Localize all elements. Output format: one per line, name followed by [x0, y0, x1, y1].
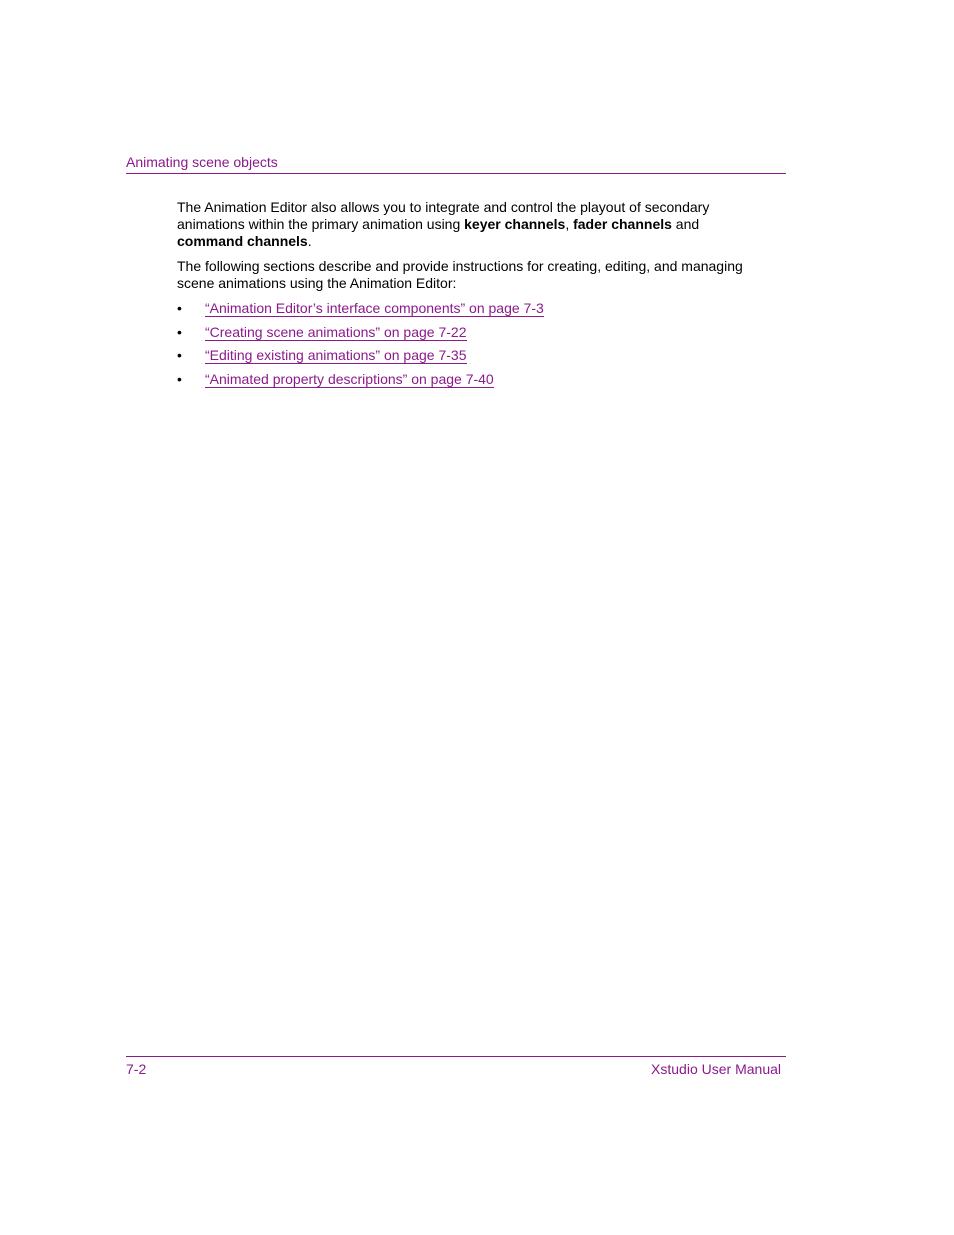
- list-item: [177, 371, 747, 388]
- header-title: Animating scene objects: [126, 154, 278, 170]
- sections-paragraph: The following sections describe and provide instructions for creating, editing, and managing scene animations using the Animation Editor:: [177, 258, 743, 291]
- link-creating-animations[interactable]: “Creating scene animations” on page 7-22: [205, 323, 467, 340]
- page-number: 7-2: [126, 1061, 147, 1077]
- list-item: [177, 324, 747, 341]
- list-item: [177, 347, 747, 364]
- link-property-descriptions[interactable]: “Animated property descriptions” on page 7-40: [205, 370, 494, 387]
- intro-text-1: The Animation Editor also allows you to integrate and control the playout of secondary animations within the primary animation using: [177, 199, 710, 232]
- bullet: •: [177, 323, 182, 340]
- intro-end: .: [307, 233, 312, 249]
- bullet: •: [177, 370, 182, 387]
- page-header: [126, 153, 786, 174]
- command-channels-term: command channels: [177, 233, 308, 249]
- link-interface-components[interactable]: “Animation Editor’s interface components” on page 7-3: [205, 300, 544, 316]
- bullet: •: [177, 300, 182, 316]
- bullet: •: [177, 347, 182, 363]
- intro-sep-2: and: [671, 216, 700, 232]
- page-footer: [126, 1056, 786, 1079]
- link-editing-animations[interactable]: “Editing existing animations” on page 7-35: [205, 347, 467, 363]
- intro-paragraph: [177, 199, 747, 250]
- list-item: [177, 300, 747, 317]
- manual-title: Xstudio User Manual: [651, 1061, 781, 1077]
- keyer-channels-term: keyer channels: [464, 216, 566, 232]
- page-content: [177, 199, 747, 394]
- intro-sep-1: ,: [565, 216, 574, 232]
- section-link-list: [177, 300, 747, 388]
- fader-channels-term: fader channels: [573, 216, 672, 232]
